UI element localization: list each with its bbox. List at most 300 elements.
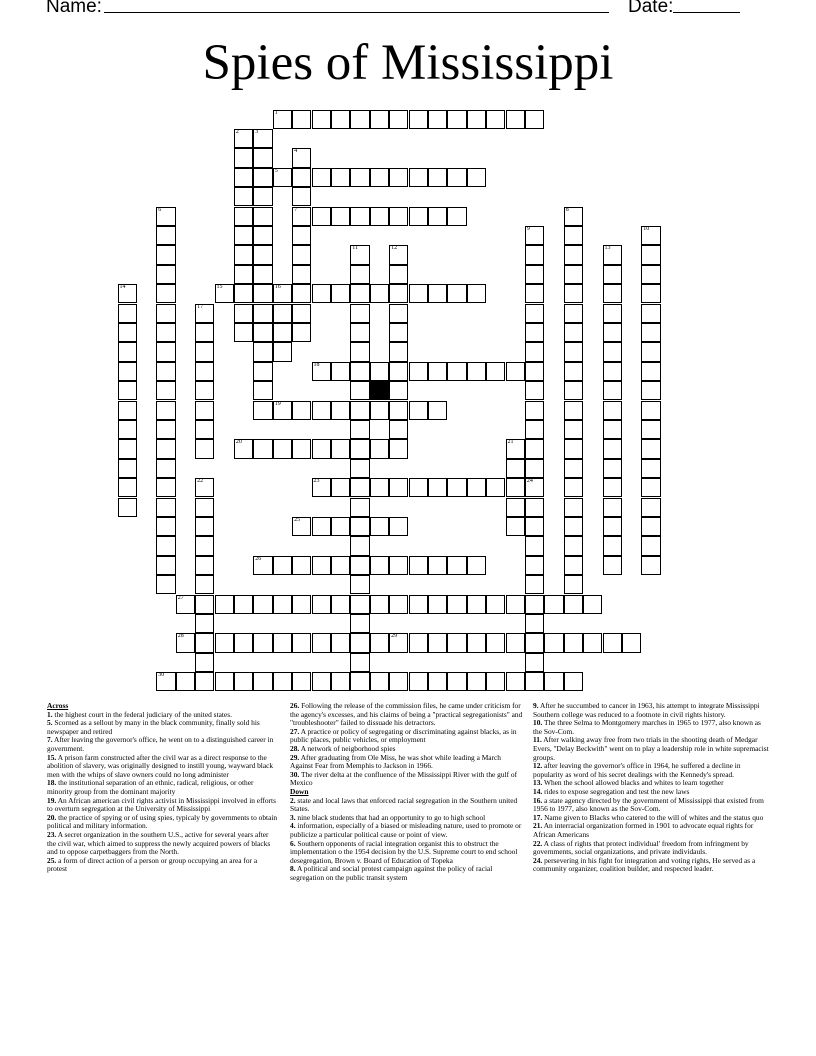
grid-cell[interactable]	[603, 342, 622, 361]
grid-cell[interactable]	[389, 323, 408, 342]
grid-cell[interactable]	[273, 284, 292, 303]
grid-cell[interactable]	[234, 304, 253, 323]
grid-cell[interactable]	[389, 420, 408, 439]
grid-cell[interactable]	[603, 439, 622, 458]
grid-cell[interactable]	[486, 478, 505, 497]
grid-cell[interactable]	[564, 342, 583, 361]
grid-cell[interactable]	[525, 498, 544, 517]
grid-cell[interactable]	[350, 498, 369, 517]
grid-cell[interactable]	[234, 323, 253, 342]
grid-cell[interactable]	[506, 110, 525, 129]
grid-cell[interactable]	[156, 401, 175, 420]
grid-cell[interactable]	[292, 672, 311, 691]
grid-cell[interactable]	[603, 478, 622, 497]
grid-cell[interactable]	[409, 595, 428, 614]
grid-cell[interactable]	[312, 633, 331, 652]
grid-cell[interactable]	[603, 536, 622, 555]
grid-cell[interactable]	[447, 556, 466, 575]
grid-cell[interactable]	[253, 342, 272, 361]
grid-cell[interactable]	[447, 207, 466, 226]
grid-cell[interactable]	[292, 323, 311, 342]
grid-cell[interactable]	[215, 595, 234, 614]
grid-cell[interactable]	[564, 459, 583, 478]
grid-cell[interactable]	[428, 207, 447, 226]
grid-cell[interactable]	[603, 245, 622, 264]
grid-cell[interactable]	[389, 381, 408, 400]
grid-cell[interactable]	[370, 517, 389, 536]
grid-cell[interactable]	[156, 323, 175, 342]
grid-cell[interactable]	[409, 478, 428, 497]
grid-cell[interactable]	[370, 439, 389, 458]
grid-cell[interactable]	[176, 672, 195, 691]
grid-cell[interactable]	[428, 168, 447, 187]
grid-cell[interactable]	[603, 362, 622, 381]
grid-cell[interactable]	[253, 245, 272, 264]
grid-cell[interactable]	[273, 304, 292, 323]
grid-cell[interactable]	[234, 187, 253, 206]
grid-cell[interactable]	[350, 342, 369, 361]
grid-cell[interactable]	[350, 478, 369, 497]
grid-cell[interactable]	[641, 284, 660, 303]
grid-cell[interactable]	[253, 148, 272, 167]
grid-cell[interactable]	[156, 245, 175, 264]
grid-cell[interactable]	[603, 323, 622, 342]
grid-cell[interactable]	[544, 672, 563, 691]
grid-cell[interactable]	[292, 556, 311, 575]
grid-cell[interactable]	[156, 498, 175, 517]
grid-cell[interactable]	[641, 439, 660, 458]
grid-cell[interactable]	[331, 633, 350, 652]
grid-cell[interactable]	[292, 207, 311, 226]
grid-cell[interactable]	[389, 439, 408, 458]
grid-cell[interactable]	[564, 517, 583, 536]
grid-cell[interactable]	[156, 226, 175, 245]
grid-cell[interactable]	[622, 633, 641, 652]
grid-cell[interactable]	[253, 633, 272, 652]
grid-cell[interactable]	[118, 498, 137, 517]
grid-cell[interactable]	[292, 245, 311, 264]
grid-cell[interactable]	[118, 401, 137, 420]
grid-cell[interactable]	[350, 207, 369, 226]
grid-cell[interactable]	[292, 595, 311, 614]
grid-cell[interactable]	[292, 633, 311, 652]
grid-cell[interactable]	[312, 110, 331, 129]
grid-cell[interactable]	[641, 478, 660, 497]
grid-cell[interactable]	[389, 595, 408, 614]
grid-cell[interactable]	[525, 633, 544, 652]
grid-cell[interactable]	[564, 245, 583, 264]
grid-cell[interactable]	[312, 517, 331, 536]
grid-cell[interactable]	[331, 207, 350, 226]
grid-cell[interactable]	[389, 284, 408, 303]
grid-cell[interactable]	[118, 459, 137, 478]
grid-cell[interactable]	[389, 265, 408, 284]
grid-cell[interactable]	[525, 304, 544, 323]
grid-cell[interactable]	[350, 595, 369, 614]
grid-cell[interactable]	[350, 265, 369, 284]
grid-cell[interactable]	[506, 633, 525, 652]
grid-cell[interactable]	[195, 323, 214, 342]
grid-cell[interactable]	[564, 478, 583, 497]
grid-cell[interactable]	[253, 595, 272, 614]
grid-cell[interactable]	[603, 381, 622, 400]
grid-cell[interactable]	[564, 556, 583, 575]
grid-cell[interactable]	[525, 284, 544, 303]
grid-cell[interactable]	[292, 110, 311, 129]
grid-cell[interactable]	[253, 168, 272, 187]
grid-cell[interactable]	[156, 420, 175, 439]
grid-cell[interactable]	[409, 672, 428, 691]
grid-cell[interactable]	[486, 633, 505, 652]
grid-cell[interactable]	[234, 245, 253, 264]
grid-cell[interactable]	[195, 556, 214, 575]
grid-cell[interactable]	[525, 420, 544, 439]
grid-cell[interactable]	[641, 265, 660, 284]
grid-cell[interactable]	[273, 595, 292, 614]
grid-cell[interactable]	[506, 595, 525, 614]
grid-cell[interactable]	[409, 110, 428, 129]
grid-cell[interactable]	[447, 110, 466, 129]
grid-cell[interactable]	[312, 168, 331, 187]
grid-cell[interactable]	[525, 439, 544, 458]
grid-cell[interactable]	[525, 614, 544, 633]
grid-cell[interactable]	[447, 168, 466, 187]
grid-cell[interactable]	[312, 595, 331, 614]
grid-cell[interactable]	[428, 633, 447, 652]
grid-cell[interactable]	[350, 633, 369, 652]
grid-cell[interactable]	[409, 401, 428, 420]
grid-cell[interactable]	[350, 362, 369, 381]
grid-cell[interactable]	[253, 362, 272, 381]
grid-cell[interactable]	[215, 672, 234, 691]
grid-cell[interactable]	[467, 595, 486, 614]
grid-cell[interactable]	[428, 556, 447, 575]
grid-cell[interactable]	[370, 362, 389, 381]
grid-cell[interactable]	[544, 595, 563, 614]
grid-cell[interactable]	[409, 168, 428, 187]
grid-cell[interactable]	[312, 478, 331, 497]
grid-cell[interactable]	[564, 536, 583, 555]
grid-cell[interactable]	[118, 304, 137, 323]
grid-cell[interactable]	[156, 381, 175, 400]
grid-cell[interactable]	[370, 207, 389, 226]
grid-cell[interactable]	[156, 478, 175, 497]
grid-cell[interactable]	[641, 323, 660, 342]
grid-cell[interactable]	[525, 265, 544, 284]
grid-cell[interactable]	[467, 168, 486, 187]
grid-cell[interactable]	[350, 672, 369, 691]
grid-cell[interactable]	[118, 342, 137, 361]
grid-cell[interactable]	[195, 362, 214, 381]
grid-cell[interactable]	[195, 653, 214, 672]
grid-cell[interactable]	[525, 245, 544, 264]
grid-cell[interactable]	[641, 381, 660, 400]
grid-cell[interactable]	[370, 478, 389, 497]
grid-cell[interactable]	[292, 401, 311, 420]
grid-cell[interactable]	[486, 672, 505, 691]
grid-cell[interactable]	[428, 284, 447, 303]
grid-cell[interactable]	[564, 284, 583, 303]
grid-cell[interactable]	[292, 226, 311, 245]
grid-cell[interactable]	[428, 595, 447, 614]
grid-cell[interactable]	[641, 459, 660, 478]
grid-cell[interactable]	[467, 362, 486, 381]
grid-cell[interactable]	[564, 498, 583, 517]
grid-cell[interactable]	[292, 284, 311, 303]
grid-cell[interactable]	[156, 556, 175, 575]
grid-cell[interactable]	[350, 459, 369, 478]
grid-cell[interactable]	[467, 672, 486, 691]
grid-cell[interactable]	[583, 595, 602, 614]
grid-cell[interactable]	[389, 110, 408, 129]
grid-cell[interactable]	[195, 614, 214, 633]
grid-cell[interactable]	[195, 672, 214, 691]
grid-cell[interactable]	[350, 110, 369, 129]
grid-cell[interactable]	[370, 401, 389, 420]
grid-cell[interactable]	[234, 595, 253, 614]
grid-cell[interactable]	[195, 536, 214, 555]
grid-cell[interactable]	[641, 498, 660, 517]
grid-cell[interactable]	[156, 575, 175, 594]
grid-cell[interactable]	[350, 284, 369, 303]
grid-cell[interactable]	[273, 672, 292, 691]
grid-cell[interactable]	[292, 187, 311, 206]
grid-cell[interactable]	[234, 207, 253, 226]
grid-cell[interactable]	[389, 556, 408, 575]
grid-cell[interactable]	[292, 304, 311, 323]
grid-cell[interactable]	[641, 517, 660, 536]
grid-cell[interactable]	[506, 672, 525, 691]
grid-cell[interactable]	[118, 439, 137, 458]
grid-cell[interactable]	[641, 342, 660, 361]
grid-cell[interactable]	[428, 110, 447, 129]
grid-cell[interactable]	[467, 284, 486, 303]
grid-cell[interactable]	[564, 439, 583, 458]
grid-cell[interactable]	[389, 207, 408, 226]
grid-cell[interactable]	[467, 478, 486, 497]
grid-cell[interactable]	[389, 245, 408, 264]
grid-cell[interactable]	[525, 595, 544, 614]
grid-cell[interactable]	[506, 498, 525, 517]
grid-cell[interactable]	[409, 362, 428, 381]
grid-cell[interactable]	[273, 168, 292, 187]
grid-cell[interactable]	[156, 207, 175, 226]
grid-cell[interactable]	[564, 381, 583, 400]
grid-cell[interactable]	[564, 595, 583, 614]
grid-cell[interactable]	[409, 284, 428, 303]
grid-cell[interactable]	[409, 556, 428, 575]
grid-cell[interactable]	[312, 284, 331, 303]
grid-cell[interactable]	[603, 517, 622, 536]
grid-cell[interactable]	[506, 478, 525, 497]
grid-cell[interactable]	[350, 653, 369, 672]
grid-cell[interactable]	[118, 381, 137, 400]
grid-cell[interactable]	[156, 265, 175, 284]
grid-cell[interactable]	[370, 672, 389, 691]
grid-cell[interactable]	[253, 304, 272, 323]
grid-cell[interactable]	[564, 226, 583, 245]
grid-cell[interactable]	[564, 401, 583, 420]
grid-cell[interactable]	[525, 323, 544, 342]
grid-cell[interactable]	[273, 342, 292, 361]
grid-cell[interactable]	[370, 633, 389, 652]
grid-cell[interactable]	[273, 110, 292, 129]
grid-cell[interactable]	[564, 304, 583, 323]
grid-cell[interactable]	[156, 284, 175, 303]
grid-cell[interactable]	[331, 110, 350, 129]
grid-cell[interactable]	[234, 148, 253, 167]
grid-cell[interactable]	[195, 381, 214, 400]
grid-cell[interactable]	[350, 401, 369, 420]
grid-cell[interactable]	[156, 517, 175, 536]
grid-cell[interactable]	[603, 401, 622, 420]
grid-cell[interactable]	[603, 498, 622, 517]
grid-cell[interactable]	[273, 633, 292, 652]
grid-cell[interactable]	[195, 304, 214, 323]
grid-cell[interactable]	[331, 439, 350, 458]
grid-cell[interactable]	[641, 304, 660, 323]
grid-cell[interactable]	[253, 284, 272, 303]
grid-cell[interactable]	[389, 478, 408, 497]
grid-cell[interactable]	[312, 207, 331, 226]
grid-cell[interactable]	[525, 362, 544, 381]
grid-cell[interactable]	[641, 226, 660, 245]
grid-cell[interactable]	[641, 536, 660, 555]
grid-cell[interactable]	[331, 672, 350, 691]
grid-cell[interactable]	[525, 556, 544, 575]
grid-cell[interactable]	[350, 168, 369, 187]
grid-cell[interactable]	[525, 517, 544, 536]
grid-cell[interactable]	[603, 556, 622, 575]
grid-cell[interactable]	[486, 110, 505, 129]
grid-cell[interactable]	[234, 168, 253, 187]
grid-cell[interactable]	[583, 633, 602, 652]
grid-cell[interactable]	[506, 517, 525, 536]
grid-cell[interactable]	[331, 595, 350, 614]
grid-cell[interactable]	[525, 536, 544, 555]
grid-cell[interactable]	[253, 187, 272, 206]
grid-cell[interactable]	[312, 439, 331, 458]
grid-cell[interactable]	[409, 207, 428, 226]
grid-cell[interactable]	[525, 653, 544, 672]
grid-cell[interactable]	[253, 207, 272, 226]
grid-cell[interactable]	[292, 265, 311, 284]
grid-cell[interactable]	[253, 129, 272, 148]
grid-cell[interactable]	[195, 498, 214, 517]
grid-cell[interactable]	[350, 575, 369, 594]
grid-cell[interactable]	[156, 439, 175, 458]
grid-cell[interactable]	[467, 110, 486, 129]
grid-cell[interactable]	[118, 362, 137, 381]
grid-cell[interactable]	[234, 129, 253, 148]
grid-cell[interactable]	[156, 304, 175, 323]
grid-cell[interactable]	[156, 536, 175, 555]
grid-cell[interactable]	[603, 284, 622, 303]
grid-cell[interactable]	[253, 323, 272, 342]
grid-cell[interactable]	[370, 284, 389, 303]
grid-cell[interactable]	[564, 672, 583, 691]
grid-cell[interactable]	[350, 536, 369, 555]
grid-cell[interactable]	[641, 401, 660, 420]
grid-cell[interactable]	[253, 556, 272, 575]
grid-cell[interactable]	[234, 226, 253, 245]
grid-cell[interactable]	[447, 284, 466, 303]
grid-cell[interactable]	[312, 556, 331, 575]
grid-cell[interactable]	[350, 439, 369, 458]
grid-cell[interactable]	[253, 226, 272, 245]
grid-cell[interactable]	[331, 478, 350, 497]
grid-cell[interactable]	[195, 420, 214, 439]
grid-cell[interactable]	[603, 265, 622, 284]
grid-cell[interactable]	[331, 556, 350, 575]
grid-cell[interactable]	[312, 672, 331, 691]
grid-cell[interactable]	[253, 401, 272, 420]
grid-cell[interactable]	[525, 401, 544, 420]
grid-cell[interactable]	[176, 633, 195, 652]
grid-cell[interactable]	[253, 381, 272, 400]
grid-cell[interactable]	[486, 595, 505, 614]
grid-cell[interactable]	[370, 556, 389, 575]
grid-cell[interactable]	[525, 672, 544, 691]
grid-cell[interactable]	[564, 575, 583, 594]
grid-cell[interactable]	[564, 633, 583, 652]
grid-cell[interactable]	[292, 168, 311, 187]
grid-cell[interactable]	[292, 517, 311, 536]
grid-cell[interactable]	[253, 265, 272, 284]
grid-cell[interactable]	[273, 439, 292, 458]
grid-cell[interactable]	[273, 401, 292, 420]
grid-cell[interactable]	[564, 362, 583, 381]
grid-cell[interactable]	[370, 595, 389, 614]
grid-cell[interactable]	[350, 323, 369, 342]
grid-cell[interactable]	[350, 245, 369, 264]
grid-cell[interactable]	[389, 342, 408, 361]
grid-cell[interactable]	[428, 401, 447, 420]
grid-cell[interactable]	[603, 304, 622, 323]
grid-cell[interactable]	[331, 284, 350, 303]
grid-cell[interactable]	[525, 110, 544, 129]
grid-cell[interactable]	[350, 517, 369, 536]
grid-cell[interactable]	[234, 439, 253, 458]
grid-cell[interactable]	[389, 362, 408, 381]
grid-cell[interactable]	[564, 420, 583, 439]
grid-cell[interactable]	[195, 342, 214, 361]
grid-cell[interactable]	[156, 672, 175, 691]
grid-cell[interactable]	[234, 633, 253, 652]
grid-cell[interactable]	[603, 459, 622, 478]
grid-cell[interactable]	[447, 595, 466, 614]
grid-cell[interactable]	[506, 362, 525, 381]
grid-cell[interactable]	[389, 168, 408, 187]
grid-cell[interactable]	[331, 362, 350, 381]
grid-cell[interactable]	[253, 672, 272, 691]
grid-cell[interactable]	[603, 633, 622, 652]
grid-cell[interactable]	[118, 420, 137, 439]
grid-cell[interactable]	[156, 362, 175, 381]
grid-cell[interactable]	[389, 633, 408, 652]
grid-cell[interactable]	[506, 439, 525, 458]
grid-cell[interactable]	[389, 304, 408, 323]
grid-cell[interactable]	[564, 323, 583, 342]
grid-cell[interactable]	[312, 362, 331, 381]
grid-cell[interactable]	[118, 284, 137, 303]
grid-cell[interactable]	[641, 420, 660, 439]
grid-cell[interactable]	[525, 226, 544, 245]
grid-cell[interactable]	[350, 381, 369, 400]
grid-cell[interactable]	[641, 556, 660, 575]
grid-cell[interactable]	[544, 633, 563, 652]
grid-cell[interactable]	[506, 459, 525, 478]
